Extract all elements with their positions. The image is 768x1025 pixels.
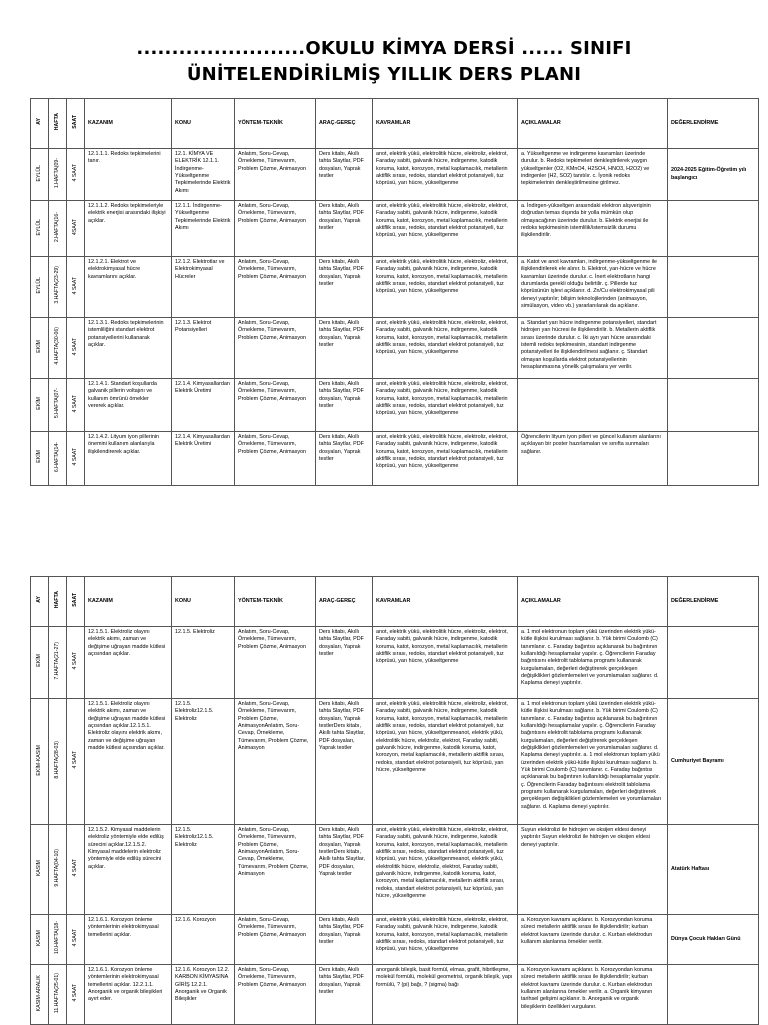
cell-yontem: Anlatım, Soru-Cevap, Örnekleme, Tümevarım, Problem Çözme, Animasyon	[235, 318, 316, 379]
cell-degerlendirme: 2024-2025 Eğitim-Öğretim yılı başlangıcı	[668, 149, 759, 201]
cell-ay: EKİM	[31, 318, 49, 379]
cell-aciklamalar: a. Katot ve anot kavramları, indirgenme-yükseltgenme ile ilişkilendirilerek ele alınır. b. Elektrot, yarı-hücre ve hücre kavramları üzerinde durulur. c. İnert elektrotların hangi durumlarda gerekli olduğu belirtilir. ç. Pillerde tuz köprüsünün işlevi açıklanır. d. Zn/Cu elektrokimyasal pili deneyi yaptırılır; bilişim teknolojilerinden (animasyon, simülasyon, video vb.) yararlanılarak da açıklanır.	[518, 257, 668, 318]
cell-yontem: Anlatım, Soru-Cevap, Örnekleme, Tümevarım, Problem Çözme, Animasyon	[235, 201, 316, 257]
cell-yontem: Anlatım, Soru-Cevap, Örnekleme, Tümevarım, Problem Çözme, AnimasyonAnlatım, Soru-Cevap, Örnekleme, Tümevarım, Problem Çözme, Animasyon	[235, 699, 316, 825]
document-subtitle: ÜNİTELENDİRİLMİŞ YILLIK DERS PLANI	[186, 64, 582, 85]
header-kazanim: KAZANIM	[85, 577, 172, 627]
cell-konu: 12.1.4. Kimyasallardan Elektrik Üretimi	[172, 379, 235, 432]
cell-kazanim: 12.1.5.1. Elektroliz olayını elektrik akımı, zaman ve değişime uğrayan madde kütlesi açısından açıklar.12.1.5.1. Elektroliz olayını elektrik akımı, zaman ve değişime uğrayan madde kütlesi açısından açıklar.	[85, 699, 172, 825]
cell-degerlendirme	[668, 201, 759, 257]
cell-kazanim: 12.1.5.2. Kimyasal maddelerin elektroliz yöntemiyle elde edilüş sürecini açıklar.12.1.5.2. Kimyasal maddelerin elektroliz yöntemiyle elde edilüş sürecini açıklar.	[85, 825, 172, 915]
cell-arac: Ders kitabı, Akıllı tahta Slaytlar, PDF dosyaları, Yaprak testler	[316, 149, 373, 201]
cell-kazanim: 12.1.1.1. Redoks tepkimelerini tanır.	[85, 149, 172, 201]
cell-kavramlar: anot, elektrik yükü, elektrolitik hücre, elektroliz, elektrot, Faraday sabiti, galvanik hücre, indirgenme, katodik koruma, katot, korozyon, metal kaplamacılık, metallerin aktiflik sırası, redoks, standart elektrot potansiyeli, tuz köprüsü, yarı hücre, yükseltgenmeanot, elektrik yükü, elektrolitik hücre, elektroliz, elektrot, Faraday sabiti, galvanik hücre, indirgenme, katodik koruma, katot, korozyon, metal kaplamacılık, metallerin aktiflik sırası, redoks, standart elektrot potansiyeli, tuz köprüsü, yarı hücre, yükseltgenme	[373, 825, 518, 915]
cell-yontem: Anlatım, Soru-Cevap, Örnekleme, Tümevarım, Problem Çözme, Animasyon	[235, 915, 316, 965]
cell-arac: Ders kitabı, Akıllı tahta Slaytlar, PDF dosyaları, Yaprak testler	[316, 965, 373, 1025]
cell-aciklamalar: a. 1 mol elektronun toplam yükü üzerinden elektrik yükü-kütle ilişkisi kurulması sağlanır. b. Yük birimi Coulomb (C) tanımlanır. c. Faraday bağıntısı açıklanarak bu bağıntının kullanıldığı hesaplamalar yapılır. ç. Öğrencilerin Faraday bağıntısını elektrolit tablolama programı kullanarak kurgulamaları, değerleri değiştirerek gerçekleşen değişiklikleri gözlemlemeleri ve yorumlamaları sağlanır. d. Kaplama deneyi yaptırılır. a. 1 mol elektronun toplam yükü üzerinden elektrik yükü-kütle ilişkisi kurulması sağlanır. b. Yük birimi Coulomb (C) tanımlanır. c. Faraday bağıntısı açıklanarak bu bağıntının kullanıldığı hesaplamalar yapılır. ç. Öğrencilerin Faraday bağıntısını elektrolit tablolama programı kullanarak kurgulamaları, değerleri değiştirerek gerçekleşen değişiklikleri gözlemlemeleri ve yorumlamaları sağlanır. d. Kaplama deneyi yaptırılır.	[518, 699, 668, 825]
cell-hafta: 5.HAFTA(07-	[49, 379, 67, 432]
cell-arac: Ders kitabı, Akıllı tahta Slaytlar, PDF dosyaları, Yaprak testler	[316, 432, 373, 486]
cell-kavramlar: anot, elektrik yükü, elektrolitik hücre, elektroliz, elektrot, Faraday sabiti, galvanik hücre, indirgenme, katodik koruma, katot, korozyon, metal kaplamacılık, metallerin aktiflik sırası, redoks, standart elektrot potansiyeli, tuz köprüsü, yarı hücre, yükseltgenme	[373, 318, 518, 379]
cell-hafta: 6.HAFTA(14-	[49, 432, 67, 486]
header-aciklamalar: AÇIKLAMALAR	[518, 99, 668, 149]
cell-aciklamalar	[518, 379, 668, 432]
cell-kavramlar: anot, elektrik yükü, elektrolitik hücre, elektroliz, elektrot, Faraday sabiti, galvanik hücre, indirgenme, katodik koruma, katot, korozyon, metal kaplamacılık, metallerin aktiflik sırası, redoks, standart elektrot potansiyeli, tuz köprüsü, yarı hücre, yükseltgenme	[373, 432, 518, 486]
cell-kavramlar: anot, elektrik yükü, elektrolitik hücre, elektroliz, elektrot, Faraday sabiti, galvanik hücre, indirgenme, katodik koruma, katot, korozyon, metal kaplamacılık, metallerin aktiflik sırası, redoks, standart elektrot potansiyeli, tuz köprüsü, yarı hücre, yükseltgenmeanot, elektrik yükü, elektrolitik hücre, elektroliz, elektrot, Faraday sabiti, galvanik hücre, indirgenme, katodik koruma, katot, korozyon, metal kaplamacılık, metallerin aktiflik sırası, redoks, standart elektrot potansiyeli, tuz köprüsü, yarı hücre, yükseltgenme	[373, 699, 518, 825]
cell-hafta: 3.HAFTA(23-29)	[49, 257, 67, 318]
cell-kazanim: 12.1.4.1. Standart koşullarda galvanik pillerin voltajını ve kullanım ömrünü örnekler vererek açıklar.	[85, 379, 172, 432]
cell-saat: 4 SAAT	[67, 699, 85, 825]
cell-hafta: 2.HAFTA(16-	[49, 201, 67, 257]
cell-yontem: Anlatım, Soru-Cevap, Örnekleme, Tümevarım, Problem Çözme, Animasyon	[235, 379, 316, 432]
cell-yontem: Anlatım, Soru-Cevap, Örnekleme, Tümevarım, Problem Çözme, Animasyon	[235, 965, 316, 1025]
cell-ay: EKİM	[31, 379, 49, 432]
header-arac: ARAÇ-GEREÇ	[316, 577, 373, 627]
cell-ay: EYLÜL	[31, 257, 49, 318]
cell-aciklamalar: a. Korozyon kavramı açıklanır. b. Korozyondan koruma süreci metallerin aktiflik sırası ile ilişkilendirilir; kurban elektrot kavramı üzerinde durulur. c. Kurban elektrodun kullanım alanlarına örnekler verilir.	[518, 915, 668, 965]
cell-saat: 4 SAAT	[67, 915, 85, 965]
cell-kavramlar: anorganik bileşik, basit formül, elmas, grafit, hibritleşme, molekül formülü, molekül geometrisi, organik bileşik, yapı formülü, ? (pi) bağı, ? (sigma) bağı	[373, 965, 518, 1025]
table-row	[31, 915, 759, 965]
cell-konu: 12.1.1. İndirgenme-Yükseltgenme Tepkimelerinde Elektrik Akımı	[172, 201, 235, 257]
cell-konu: 12.1.2. Elektrotlar ve Elektrokimyasal Hücreler	[172, 257, 235, 318]
cell-yontem: Anlatım, Soru-Cevap, Örnekleme, Tümevarım, Problem Çözme, Animasyon	[235, 432, 316, 486]
cell-aciklamalar: Suyun elektrolizi ile hidrojen ve oksijen eldesi deneyi yaptırılır Suyun elektrolizi ile hidrojen ve oksijen eldesi deneyi yaptırılır.	[518, 825, 668, 915]
cell-hafta: 9.HAFTA(04-10)	[49, 825, 67, 915]
cell-degerlendirme: Dünya Çocuk Hakları Günü	[668, 915, 759, 965]
cell-degerlendirme: Atatürk Haftası	[668, 825, 759, 915]
cell-degerlendirme: Cumhuriyet Bayramı	[668, 699, 759, 825]
cell-arac: Ders kitabı, Akıllı tahta Slaytlar, PDF dosyaları, Yaprak testler	[316, 379, 373, 432]
cell-konu: 12.1.6. Korozyon	[172, 915, 235, 965]
header-arac: ARAÇ-GEREÇ	[316, 99, 373, 149]
cell-kazanim: 12.1.6.1. Korozyon önleme yöntemlerinin elektrokimyasal temellerini açıklar. 12.2.1.1. Anorganik ve organik bileşikleri ayırt eder.	[85, 965, 172, 1025]
header-hafta: HAFTA	[49, 577, 67, 627]
header-ay: AY	[31, 99, 49, 149]
cell-saat: 4 SAAT	[67, 825, 85, 915]
cell-konu: 12.1.5. Elektroliz12.1.5. Elektroliz	[172, 825, 235, 915]
cell-yontem: Anlatım, Soru-Cevap, Örnekleme, Tümevarım, Problem Çözme, Animasyon	[235, 149, 316, 201]
cell-konu: 12.1. KİMYA VE ELEKTRİK 12.1.1. İndirgenme-Yükseltgenme Tepkimelerinde Elektrik Akımı	[172, 149, 235, 201]
cell-kazanim: 12.1.4.2. Lityum iyon pillerinin önemini kullanım alanlarıyla ilişkilendirerek açıklar.	[85, 432, 172, 486]
cell-saat: 4 SAAT	[67, 318, 85, 379]
cell-arac: Ders kitabı, Akıllı tahta Slaytlar, PDF dosyaları, Yaprak testler	[316, 257, 373, 318]
cell-hafta: 1.HAFTA(09-	[49, 149, 67, 201]
table-header-row	[31, 577, 759, 627]
cell-konu: 12.1.3. Elektrot Potansiyelleri	[172, 318, 235, 379]
cell-kavramlar: anot, elektrik yükü, elektrolitik hücre, elektroliz, elektrot, Faraday sabiti, galvanik hücre, indirgenme, katodik koruma, katot, korozyon, metal kaplamacılık, metallerin aktiflik sırası, redoks, standart elektrot potansiyeli, tuz köprüsü, yarı hücre, yükseltgenme	[373, 915, 518, 965]
header-degerlendirme: DEĞERLENDİRME	[668, 577, 759, 627]
cell-hafta: 11.HAFTA(25-01)	[49, 965, 67, 1025]
cell-degerlendirme	[668, 257, 759, 318]
cell-aciklamalar: a. Yükseltgenme ve indirgenme kavramları üzerinde durulur. b. Redoks tepkimeleri denkleştirilerek yaygın yükseltgenler (O2, KMnO4, H2SO4, HNO3, H2O2) ve indirgenler (H2, SO2) tanıtılır. c. İyonik redoks tepkimelerinin denkleştirilmesine girilmez.	[518, 149, 668, 201]
document-title: ........................OKULU KİMYA DERSİ ...... SINIFI	[136, 38, 632, 59]
cell-konu: 12.1.5. Elektroliz	[172, 627, 235, 699]
cell-degerlendirme	[668, 965, 759, 1025]
cell-yontem: Anlatım, Soru-Cevap, Örnekleme, Tümevarım, Problem Çözme, Animasyon	[235, 627, 316, 699]
table-row	[31, 627, 759, 699]
cell-ay: EKİM-KASIM	[31, 699, 49, 825]
header-konu: KONU	[172, 577, 235, 627]
table-row	[31, 149, 759, 201]
cell-aciklamalar: a. İndirgen-yükseltgen arasındaki elektron alışverişinin doğrudan temas dışında bir yolla mümkün olup olmayacağının üzerinde durulur. b. Elektrik enerjisi ile redoks tepkimesinin istemlilik/istemsizlik durumu ilişkilendirilir.	[518, 201, 668, 257]
cell-ay: KASIM	[31, 915, 49, 965]
table-row	[31, 257, 759, 318]
cell-kavramlar: anot, elektrik yükü, elektrolitik hücre, elektroliz, elektrot, Faraday sabiti, galvanik hücre, indirgenme, katodik koruma, katot, korozyon, metal kaplamacılık, metallerin aktiflik sırası, redoks, standart elektrot potansiyeli, tuz köprüsü, yarı hücre, yükseltgenme	[373, 257, 518, 318]
cell-saat: 4 SAAT	[67, 257, 85, 318]
cell-aciklamalar: a. 1 mol elektronun toplam yükü üzerinden elektrik yükü-kütle ilişkisi kurulması sağlanır. b. Yük birimi Coulomb (C) tanımlanır. c. Faraday bağıntısı açıklanarak bu bağıntının kullanıldığı hesaplamalar yapılır. ç. Öğrencilerin Faraday bağıntısını elektrolit tablolama programı kullanarak kurgulamaları, değerleri değiştirerek gerçekleşen değişiklikleri gözlemlemeleri ve yorumlamaları sağlanır. d. Kaplama deneyi yaptırılır.	[518, 627, 668, 699]
cell-saat: 4 SAAT	[67, 432, 85, 486]
table-row	[31, 379, 759, 432]
cell-kavramlar: anot, elektrik yükü, elektrolitik hücre, elektroliz, elektrot, Faraday sabiti, galvanik hücre, indirgenme, katodik koruma, katot, korozyon, metal kaplamacılık, metallerin aktiflik sırası, redoks, standart elektrot potansiyeli, tuz köprüsü, yarı hücre, yükseltgenme	[373, 201, 518, 257]
cell-kavramlar: anot, elektrik yükü, elektrolitik hücre, elektroliz, elektrot, Faraday sabiti, galvanik hücre, indirgenme, katodik koruma, katot, korozyon, metal kaplamacılık, metallerin aktiflik sırası, redoks, standart elektrot potansiyeli, tuz köprüsü, yarı hücre, yükseltgenme	[373, 379, 518, 432]
cell-ay: KASIM-ARALIK	[31, 965, 49, 1025]
cell-konu: 12.1.5. Elektroliz12.1.5. Elektroliz	[172, 699, 235, 825]
header-saat: SAAT	[67, 99, 85, 149]
header-kazanim: KAZANIM	[85, 99, 172, 149]
cell-saat: 4 SAAT	[67, 149, 85, 201]
cell-kazanim: 12.1.3.1. Redoks tepkimelerinin istemliliğini standart elektrot potansiyellerini kullanarak açıklar.	[85, 318, 172, 379]
table-row	[31, 201, 759, 257]
header-degerlendirme: DEĞERLENDİRME	[668, 99, 759, 149]
plan-table-2	[30, 576, 759, 1025]
cell-arac: Ders kitabı, Akıllı tahta Slaytlar, PDF dosyaları, Yaprak testler	[316, 627, 373, 699]
cell-hafta: 8.HAFTA(28-03)	[49, 699, 67, 825]
header-ay: AY	[31, 577, 49, 627]
cell-konu: 12.1.6. Korozyon 12.2. KARBON KİMYASINA GİRİŞ 12.2.1. Anorganik ve Organik Bileşikler	[172, 965, 235, 1025]
cell-ay: EYLÜL	[31, 201, 49, 257]
cell-kazanim: 12.1.1.2. Redoks tepkimeleriyle elektrik enerjisi arasındaki ilişkiyi açıklar.	[85, 201, 172, 257]
table-header-row	[31, 99, 759, 149]
cell-arac: Ders kitabı, Akıllı tahta Slaytlar, PDF dosyaları, Yaprak testler	[316, 201, 373, 257]
header-konu: KONU	[172, 99, 235, 149]
header-aciklamalar: AÇIKLAMALAR	[518, 577, 668, 627]
cell-ay: EKİM	[31, 627, 49, 699]
cell-yontem: Anlatım, Soru-Cevap, Örnekleme, Tümevarım, Problem Çözme, AnimasyonAnlatım, Soru-Cevap, Örnekleme, Tümevarım, Problem Çözme, Animasyon	[235, 825, 316, 915]
plan-table-1	[30, 98, 759, 486]
cell-degerlendirme	[668, 627, 759, 699]
cell-kavramlar: anot, elektrik yükü, elektrolitik hücre, elektroliz, elektrot, Faraday sabiti, galvanik hücre, indirgenme, katodik koruma, katot, korozyon, metal kaplamacılık, metallerin aktiflik sırası, redoks, standart elektrot potansiyeli, tuz köprüsü, yarı hücre, yükseltgenme	[373, 149, 518, 201]
cell-arac: Ders kitabı, Akıllı tahta Slaytlar, PDF dosyaları, Yaprak testlerDers kitabı, Akıllı tahta Slaytlar, PDF dosyaları, Yaprak testler	[316, 825, 373, 915]
cell-saat: 4 SAAT	[67, 627, 85, 699]
table-row	[31, 699, 759, 825]
header-yontem: YÖNTEM-TEKNİK	[235, 577, 316, 627]
cell-degerlendirme	[668, 432, 759, 486]
cell-ay: EKİM	[31, 432, 49, 486]
cell-arac: Ders kitabı, Akıllı tahta Slaytlar, PDF dosyaları, Yaprak testlerDers kitabı, Akıllı tahta Slaytlar, PDF dosyaları, Yaprak testler	[316, 699, 373, 825]
cell-aciklamalar: a. Korozyon kavramı açıklanır. b. Korozyondan koruma süreci metallerin aktiflik sırası ile ilişkilendirilir; kurban elektrot kavramı üzerinde durulur. c. Kurban elektrodun kullanım alanlarına örnekler verilir. a. Organik kimyanın tarihsel gelişimi açıklanır. b. Anorganik ve organik bileşiklerin özellikleri vurgulanır.	[518, 965, 668, 1025]
cell-hafta: 4.HAFTA(30-06)	[49, 318, 67, 379]
cell-kavramlar: anot, elektrik yükü, elektrolitik hücre, elektroliz, elektrot, Faraday sabiti, galvanik hücre, indirgenme, katodik koruma, katot, korozyon, metal kaplamacılık, metallerin aktiflik sırası, redoks, standart elektrot potansiyeli, tuz köprüsü, yarı hücre, yükseltgenme	[373, 627, 518, 699]
cell-ay: EYLÜL	[31, 149, 49, 201]
cell-hafta: 10.HAFTA(18-	[49, 915, 67, 965]
cell-kazanim: 12.1.2.1. Elektrot ve elektrokimyasal hücre kavramlarını açıklar.	[85, 257, 172, 318]
cell-ay: KASIM	[31, 825, 49, 915]
cell-saat: 4 SAAT	[67, 379, 85, 432]
cell-konu: 12.1.4. Kimyasallardan Elektrik Üretimi	[172, 432, 235, 486]
header-kavramlar: KAVRAMLAR	[373, 99, 518, 149]
cell-yontem: Anlatım, Soru-Cevap, Örnekleme, Tümevarım, Problem Çözme, Animasyon	[235, 257, 316, 318]
cell-kazanim: 12.1.5.1. Elektroliz olayını elektrik akımı, zaman ve değişime uğrayan madde kütlesi açısından açıklar.	[85, 627, 172, 699]
cell-hafta: 7.HAFTA(21-27)	[49, 627, 67, 699]
header-yontem: YÖNTEM-TEKNİK	[235, 99, 316, 149]
cell-saat: 4 SAAT	[67, 965, 85, 1025]
table-row	[31, 965, 759, 1025]
table-row	[31, 432, 759, 486]
cell-arac: Ders kitabı, Akıllı tahta Slaytlar, PDF dosyaları, Yaprak testler	[316, 318, 373, 379]
cell-aciklamalar: a. Standart yarı hücre indirgenme potansiyelleri, standart hidrojen yarı hücresi ile ilişkilendirilir. b. Metallerin aktiflik sırası üzerinde durulur. c. İki ayrı yarı hücre arasındaki istemli redoks tepkimesinin, standart indirgenme potansiyelleri ile ilişkilendirilmesi sağlanır. ç. Standart olmayan koşullarda elektrot potansiyellerinin hesaplanmasına yönelik çalışmalara yer verilir.	[518, 318, 668, 379]
header-saat: SAAT	[67, 577, 85, 627]
cell-degerlendirme	[668, 379, 759, 432]
cell-saat: 4SAAT	[67, 201, 85, 257]
cell-kazanim: 12.1.6.1. Korozyon önleme yöntemlerinin elektrokimyasal temellerini açıklar.	[85, 915, 172, 965]
header-hafta: HAFTA	[49, 99, 67, 149]
table-row	[31, 318, 759, 379]
cell-degerlendirme	[668, 318, 759, 379]
header-kavramlar: KAVRAMLAR	[373, 577, 518, 627]
cell-arac: Ders kitabı, Akıllı tahta Slaytlar, PDF dosyaları, Yaprak testler	[316, 915, 373, 965]
table-row	[31, 825, 759, 915]
cell-aciklamalar: Öğrencilerin lityum iyon pilleri ve güncel kullanım alanlarını açıklayan bir poster hazırlamaları ve sınıfta sunmaları sağlanır.	[518, 432, 668, 486]
